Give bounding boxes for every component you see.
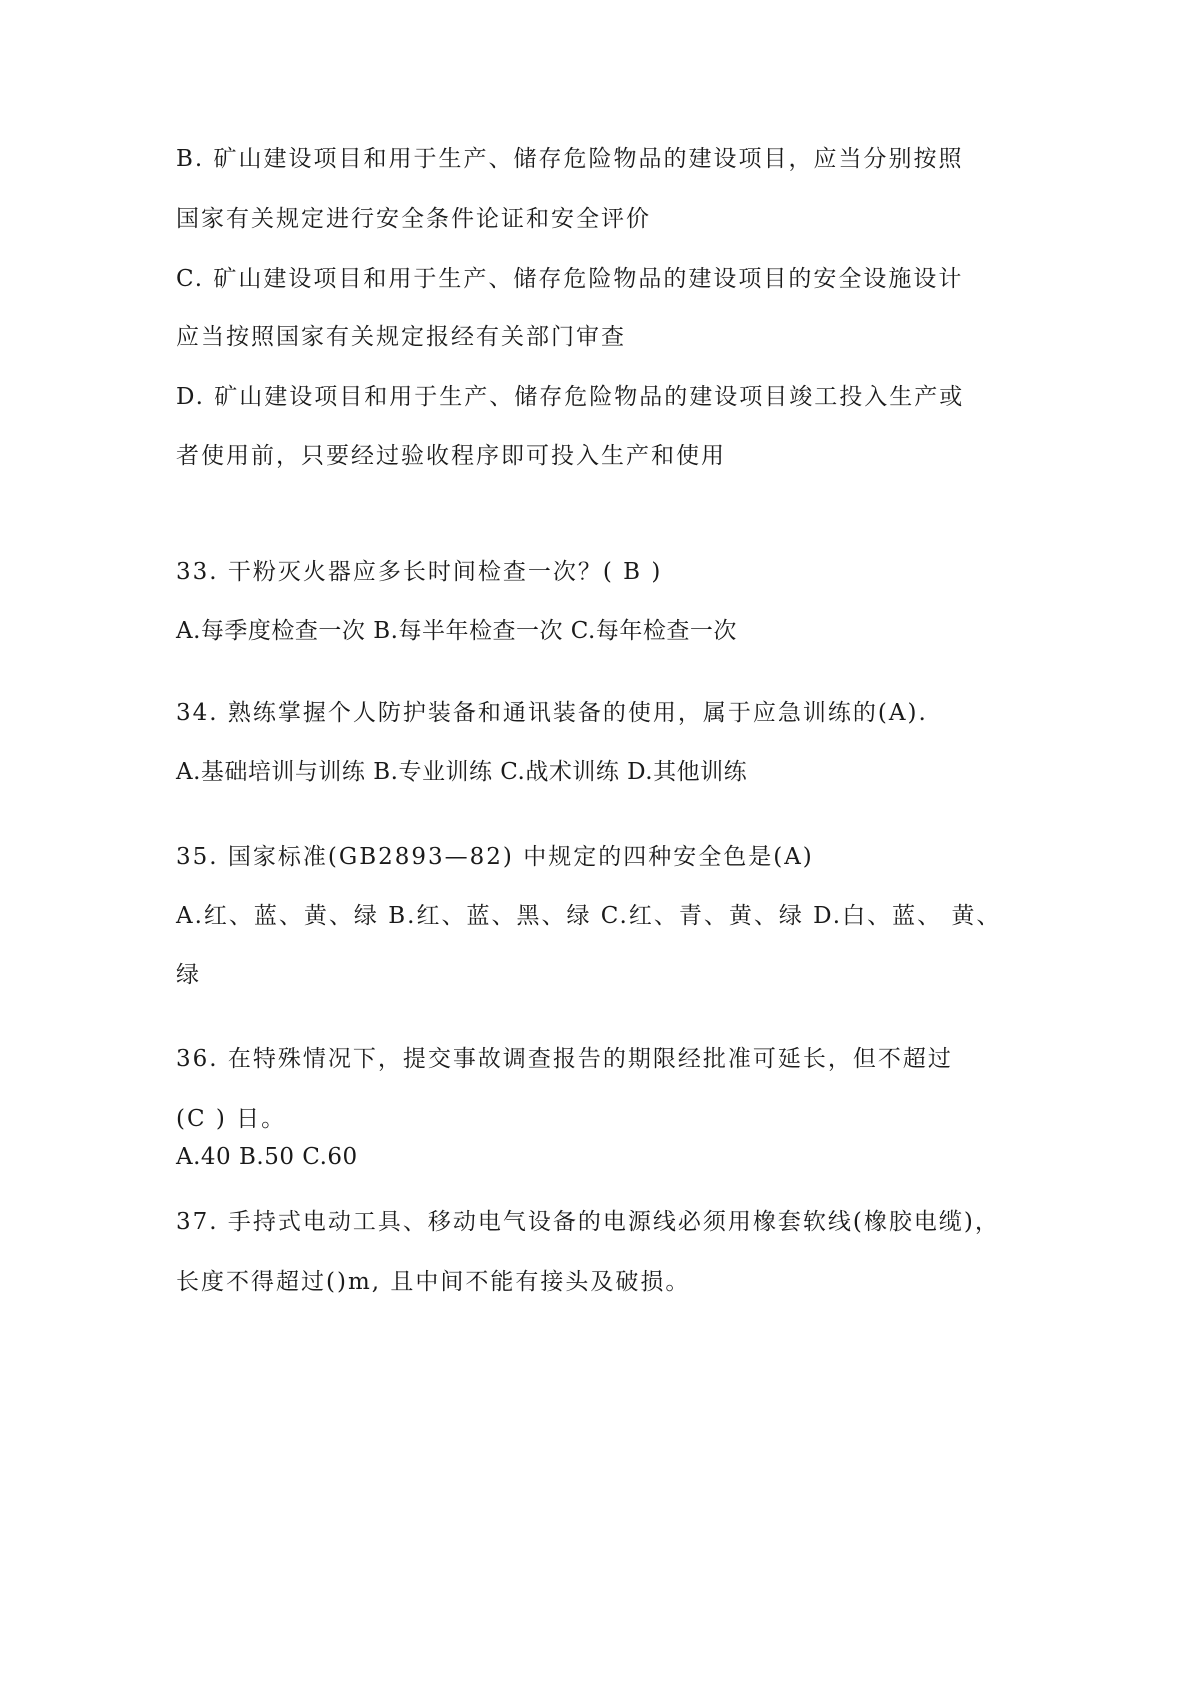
option-c-line-2: 应当按照国家有关规定报经有关部门审查 [176, 324, 626, 350]
question-37-line-2: 长度不得超过()m, 且中间不能有接头及破损。 [176, 1269, 691, 1295]
question-35-options-line-1: A.红、蓝、黄、绿 B.红、蓝、黑、绿 C.红、青、黄、绿 D.白、蓝、 黄、 [176, 903, 1002, 929]
question-37-line-1: 37. 手持式电动工具、移动电气设备的电源线必须用橡套软线(橡胶电缆)， [176, 1209, 1000, 1235]
question-36-options: A.40 B.50 C.60 [176, 1144, 358, 1170]
question-36-line-1: 36. 在特殊情况下，提交事故调查报告的期限经批准可延长，但不超过 [176, 1046, 953, 1072]
option-b-line-1: B. 矿山建设项目和用于生产、储存危险物品的建设项目，应当分别按照 [176, 146, 964, 172]
option-c-line-1: C. 矿山建设项目和用于生产、储存危险物品的建设项目的安全设施设计 [176, 266, 964, 292]
question-33-options: A.每季度检查一次 B.每半年检查一次 C.每年检查一次 [176, 618, 737, 644]
question-35-options-line-2: 绿 [176, 962, 201, 988]
option-b-line-2: 国家有关规定进行安全条件论证和安全评价 [176, 206, 651, 232]
question-34: 34. 熟练掌握个人防护装备和通讯装备的使用，属于应急训练的(A). [176, 700, 928, 726]
question-33: 33. 干粉灭火器应多长时间检查一次？( B ) [176, 559, 663, 585]
question-36-line-2: (C ) 日。 [176, 1106, 287, 1132]
question-34-options: A.基础培训与训练 B.专业训练 C.战术训练 D.其他训练 [176, 759, 748, 785]
option-d-line-2: 者使用前，只要经过验收程序即可投入生产和使用 [176, 443, 726, 469]
question-35: 35. 国家标准(GB2893—82) 中规定的四种安全色是(A) [176, 844, 814, 870]
option-d-line-1: D. 矿山建设项目和用于生产、储存危险物品的建设项目竣工投入生产或 [176, 384, 965, 410]
